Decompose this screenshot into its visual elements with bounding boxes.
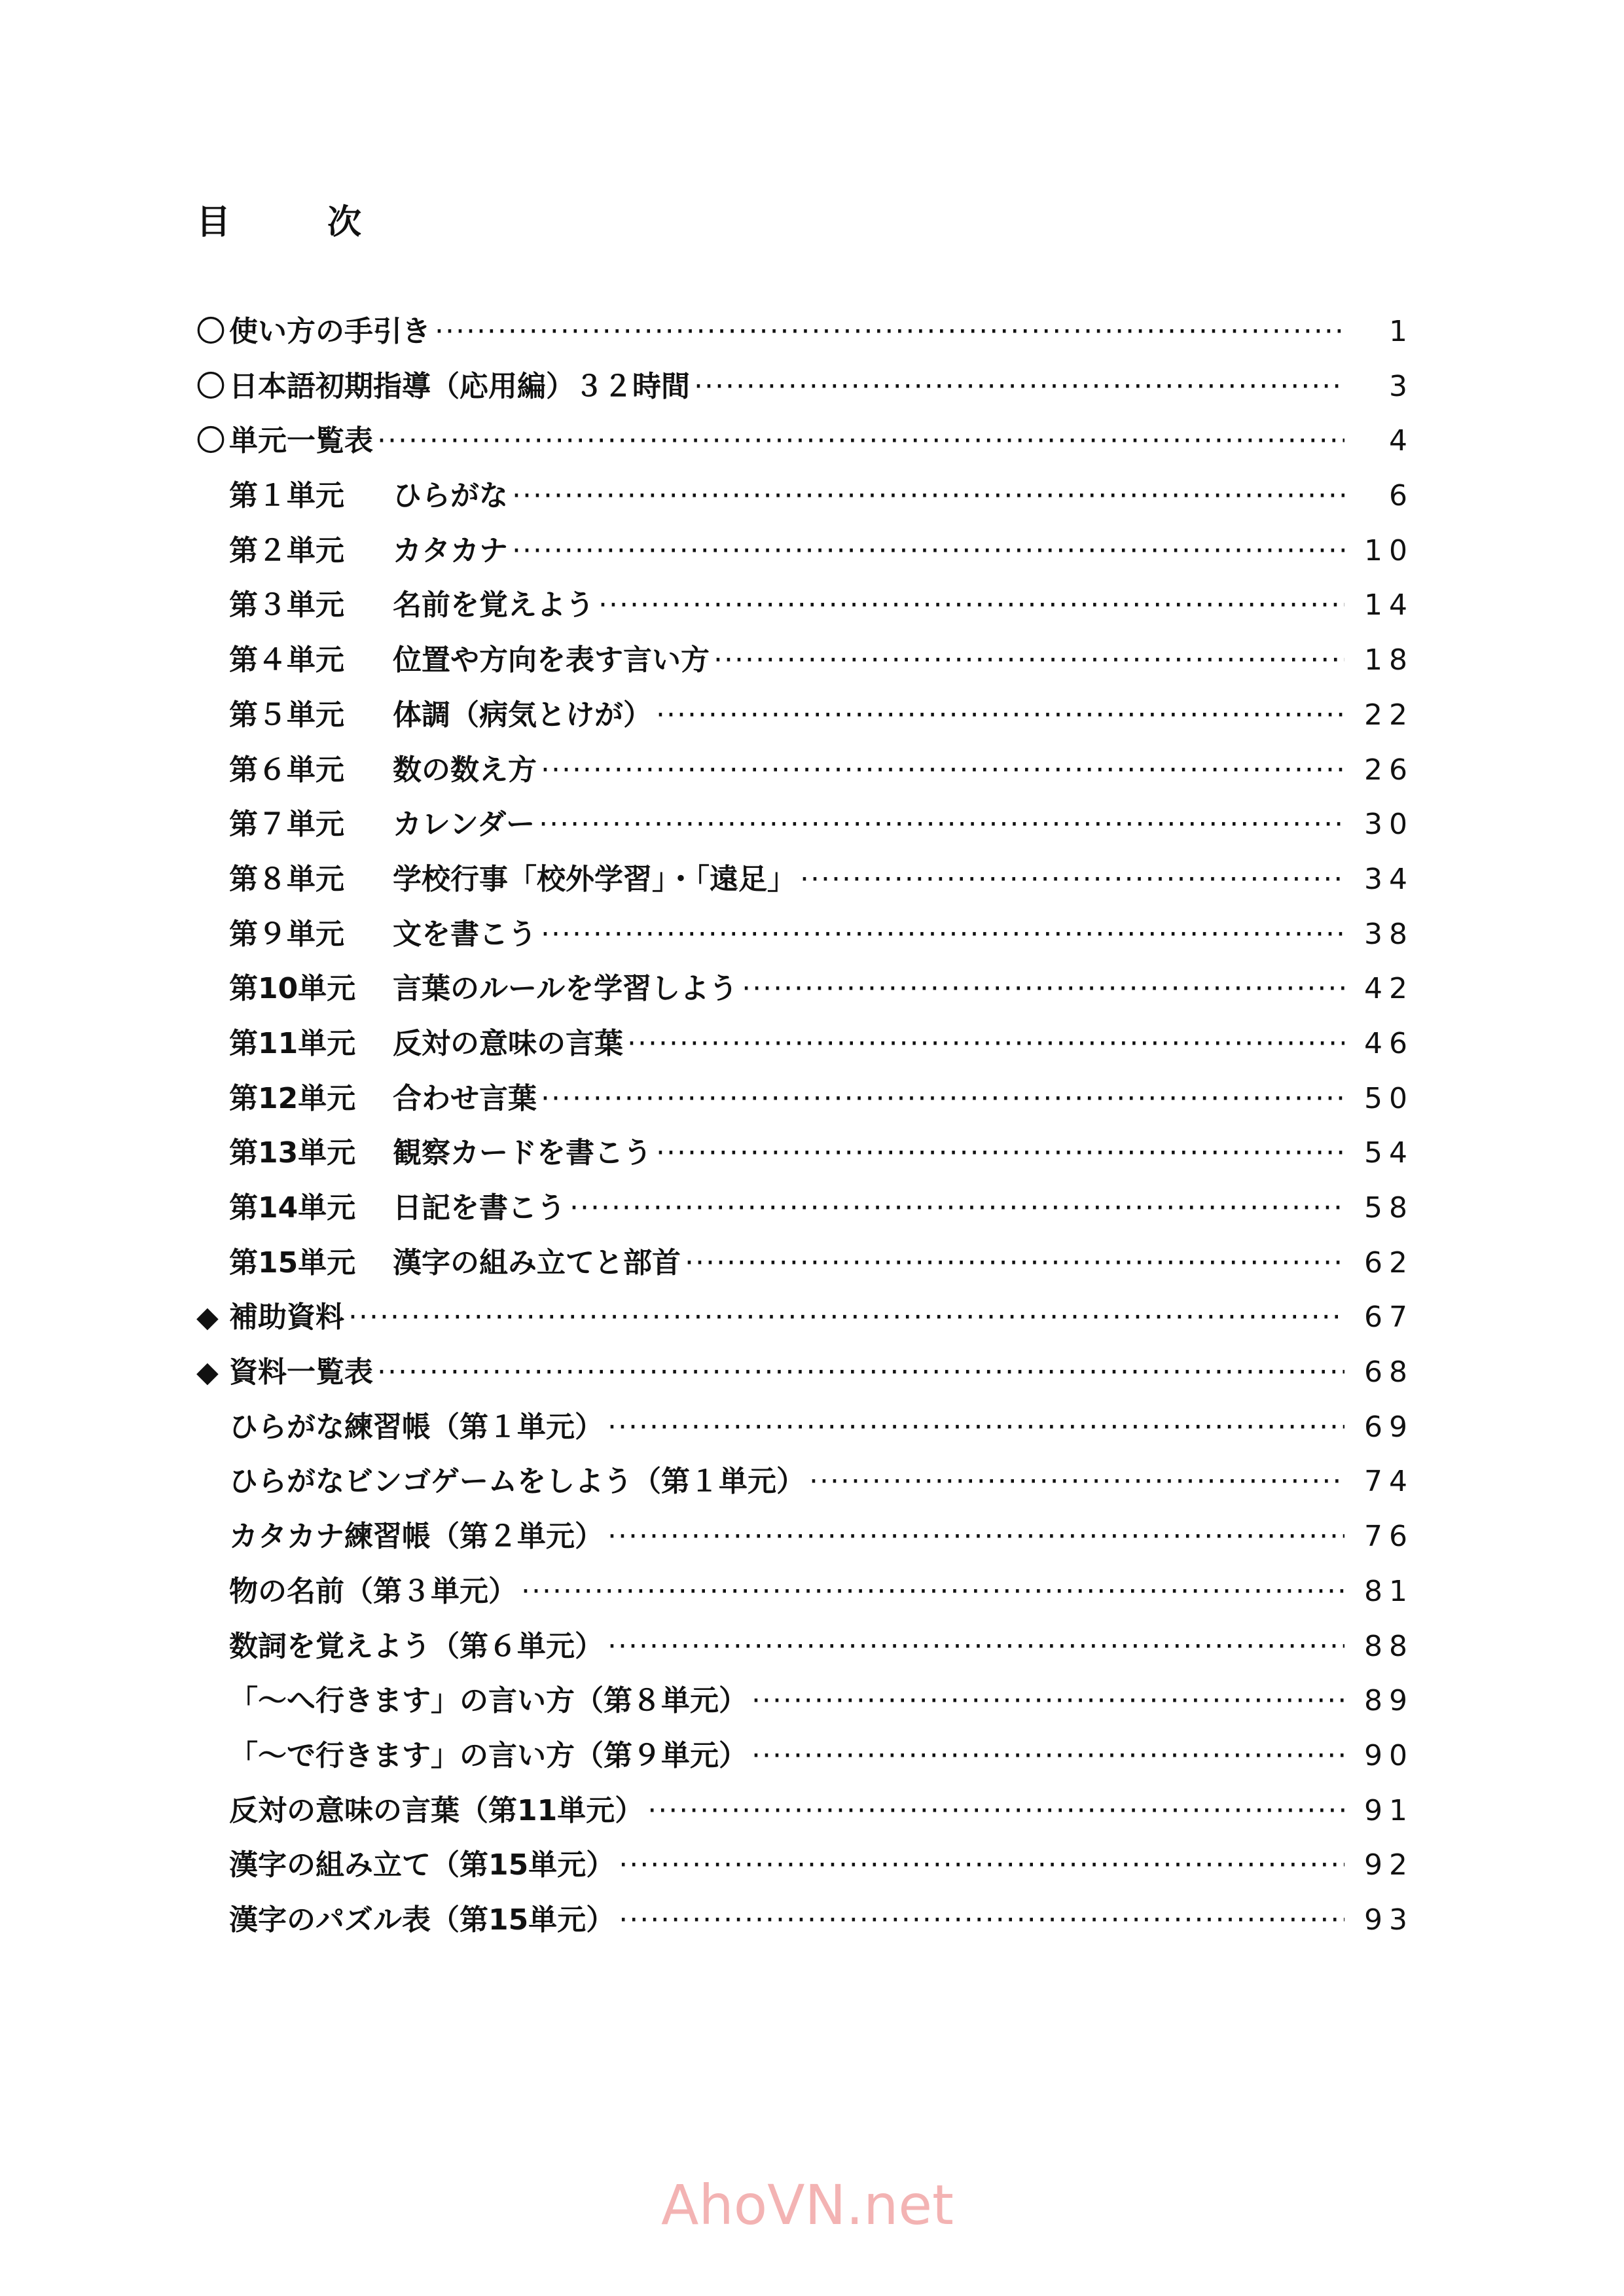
- toc-dot-leader: [694, 359, 1344, 414]
- toc-dot-leader: [521, 1564, 1344, 1619]
- toc-dot-leader: [742, 961, 1344, 1016]
- toc-entry-label: 日本語初期指導（応用編）３２時間: [229, 369, 690, 403]
- toc-unit-number: 第15単元: [229, 1246, 356, 1280]
- toc-page-number: 3: [1389, 369, 1414, 403]
- toc-page-number: 14: [1364, 588, 1414, 622]
- toc-page-number: 18: [1364, 643, 1414, 677]
- toc-unit-number: 第11単元: [229, 1026, 356, 1060]
- toc-entry-label: 反対の意味の言葉（第11単元）: [229, 1793, 644, 1827]
- toc-entry: [196, 852, 1414, 907]
- toc-entry-label: 「～へ行きます」の言い方（第８単元）: [229, 1684, 748, 1718]
- toc-page-number: 26: [1364, 753, 1414, 787]
- toc-page-number: 34: [1364, 862, 1414, 896]
- toc-page-number: 62: [1364, 1246, 1414, 1280]
- toc-dot-leader: [656, 688, 1344, 743]
- toc-entry: [196, 1509, 1414, 1564]
- toc-page-number: 10: [1364, 533, 1414, 567]
- toc-page-number: 38: [1364, 917, 1414, 951]
- toc-entry-label: 物の名前（第３単元）: [229, 1574, 517, 1608]
- toc-marker: 〇: [196, 369, 225, 403]
- toc-entry-label: 使い方の手引き: [229, 315, 431, 348]
- toc-page-number: 30: [1364, 808, 1414, 842]
- toc-dot-leader: [751, 1674, 1344, 1729]
- toc-entry-label: 位置や方向を表す言い方: [393, 643, 710, 677]
- toc-marker: ◆: [196, 1300, 219, 1335]
- toc-entry-label: 合わせ言葉: [393, 1081, 537, 1115]
- toc-entry-label: 漢字の組み立てと部首: [393, 1246, 681, 1280]
- toc-entry: [196, 1454, 1414, 1509]
- toc-entry: [196, 1181, 1414, 1236]
- toc-page-number: 89: [1364, 1684, 1414, 1718]
- toc-entry-label: 体調（病気とけが）: [393, 698, 652, 732]
- toc-page-number: 50: [1364, 1081, 1414, 1115]
- toc-entry: [196, 304, 1414, 359]
- toc-entry: [196, 578, 1414, 633]
- toc-entry-label: カレンダー: [393, 808, 535, 842]
- toc-dot-leader: [512, 469, 1344, 524]
- toc-unit-number: 第９単元: [229, 917, 344, 951]
- toc-page-number: 76: [1364, 1520, 1414, 1554]
- toc-page-number: 69: [1364, 1410, 1414, 1444]
- toc-entry-label: 数詞を覚えよう（第６単元）: [229, 1629, 604, 1663]
- toc-page-number: 4: [1389, 424, 1414, 458]
- toc-page-number: 46: [1364, 1026, 1414, 1060]
- toc-entry: [196, 688, 1414, 743]
- toc-page-number: 68: [1364, 1355, 1414, 1390]
- toc-entry-label: 漢字の組み立て（第15単元）: [229, 1848, 615, 1882]
- toc-entry-label: ひらがな練習帳（第１単元）: [229, 1410, 604, 1444]
- toc-entry-label: 資料一覧表: [229, 1355, 373, 1390]
- toc-dot-leader: [627, 1016, 1344, 1071]
- toc-entry-label: 日記を書こう: [393, 1191, 566, 1225]
- toc-entry: [196, 743, 1414, 798]
- toc-entry: [196, 633, 1414, 688]
- toc-entry-label: ひらがなビンゴゲームをしよう（第１単元）: [229, 1465, 805, 1499]
- toc-unit-number: 第１単元: [229, 479, 344, 513]
- toc-marker: ◆: [196, 1355, 219, 1390]
- toc-unit-number: 第５単元: [229, 698, 344, 732]
- toc-entry: [196, 1016, 1414, 1071]
- toc-dot-leader: [377, 1345, 1344, 1400]
- table-of-contents: [196, 304, 1414, 1948]
- toc-page-number: 74: [1364, 1465, 1414, 1499]
- toc-entry: [196, 414, 1414, 469]
- toc-entry: [196, 1126, 1414, 1181]
- toc-unit-number: 第７単元: [229, 808, 344, 842]
- toc-entry-label: 補助資料: [229, 1300, 344, 1335]
- toc-entry: [196, 1071, 1414, 1126]
- toc-marker: 〇: [196, 315, 225, 348]
- toc-entry-label: カタカナ練習帳（第２単元）: [229, 1520, 604, 1554]
- toc-unit-number: 第13単元: [229, 1136, 356, 1170]
- toc-entry-label: カタカナ: [393, 533, 508, 567]
- toc-entry-label: 観察カードを書こう: [393, 1136, 652, 1170]
- toc-dot-leader: [539, 797, 1344, 852]
- toc-entry-label: 言葉のルールを学習しよう: [393, 972, 738, 1006]
- toc-unit-number: 第14単元: [229, 1191, 356, 1225]
- toc-page-number: 1: [1389, 315, 1414, 348]
- toc-dot-leader: [569, 1181, 1344, 1236]
- toc-marker: 〇: [196, 424, 225, 458]
- toc-entry-label: 単元一覧表: [229, 424, 373, 458]
- toc-dot-leader: [619, 1838, 1344, 1893]
- toc-dot-leader: [607, 1509, 1344, 1564]
- toc-entry-label: 学校行事「校外学習」・「遠足」: [393, 862, 796, 896]
- toc-dot-leader: [598, 578, 1344, 633]
- toc-dot-leader: [656, 1126, 1344, 1181]
- toc-dot-leader: [800, 852, 1344, 907]
- toc-entry-label: 名前を覚えよう: [393, 588, 594, 622]
- toc-dot-leader: [512, 524, 1344, 579]
- toc-entry: [196, 1838, 1414, 1893]
- toc-unit-number: 第10単元: [229, 972, 356, 1006]
- toc-dot-leader: [607, 1619, 1344, 1674]
- toc-unit-number: 第３単元: [229, 588, 344, 622]
- toc-entry: [196, 1345, 1414, 1400]
- toc-entry-label: 反対の意味の言葉: [393, 1026, 623, 1060]
- toc-entry: [196, 524, 1414, 579]
- toc-entry: [196, 1564, 1414, 1619]
- toc-dot-leader: [607, 1400, 1344, 1455]
- toc-dot-leader: [713, 633, 1344, 688]
- toc-page-number: 92: [1364, 1848, 1414, 1882]
- toc-entry-label: 文を書こう: [393, 917, 537, 951]
- toc-entry-label: 数の数え方: [393, 753, 537, 787]
- toc-page-number: 22: [1364, 698, 1414, 732]
- toc-entry-label: 「～で行きます」の言い方（第９単元）: [229, 1738, 748, 1772]
- page-title: 目 次: [196, 203, 393, 242]
- toc-unit-number: 第６単元: [229, 753, 344, 787]
- toc-entry: [196, 1784, 1414, 1839]
- toc-entry: [196, 1290, 1414, 1345]
- toc-entry: [196, 1619, 1414, 1674]
- toc-unit-number: 第４単元: [229, 643, 344, 677]
- toc-page-number: 88: [1364, 1629, 1414, 1663]
- toc-dot-leader: [348, 1290, 1344, 1345]
- toc-dot-leader: [809, 1454, 1344, 1509]
- toc-entry: [196, 1400, 1414, 1455]
- toc-dot-leader: [685, 1236, 1344, 1291]
- toc-entry-label: 漢字のパズル表（第15単元）: [229, 1903, 615, 1937]
- toc-dot-leader: [619, 1893, 1344, 1948]
- toc-unit-number: 第８単元: [229, 862, 344, 896]
- toc-dot-leader: [541, 907, 1344, 962]
- toc-dot-leader: [751, 1729, 1344, 1784]
- toc-page-number: 90: [1364, 1738, 1414, 1772]
- toc-page-number: 58: [1364, 1191, 1414, 1225]
- toc-page-number: 81: [1364, 1574, 1414, 1608]
- toc-entry: [196, 797, 1414, 852]
- toc-page-number: 93: [1364, 1903, 1414, 1937]
- toc-unit-number: 第12単元: [229, 1081, 356, 1115]
- toc-entry: [196, 1236, 1414, 1291]
- toc-unit-number: 第２単元: [229, 533, 344, 567]
- toc-dot-leader: [647, 1784, 1344, 1839]
- watermark: AhoVN.net: [661, 2173, 954, 2237]
- toc-page-number: 67: [1364, 1300, 1414, 1335]
- toc-entry: [196, 469, 1414, 524]
- toc-dot-leader: [435, 304, 1344, 359]
- toc-entry: [196, 907, 1414, 962]
- toc-entry: [196, 961, 1414, 1016]
- toc-page-number: 91: [1364, 1793, 1414, 1827]
- toc-entry-label: ひらがな: [393, 479, 508, 513]
- toc-dot-leader: [541, 1071, 1344, 1126]
- toc-entry: [196, 1729, 1414, 1784]
- toc-entry: [196, 1893, 1414, 1948]
- toc-entry: [196, 1674, 1414, 1729]
- toc-page-number: 42: [1364, 972, 1414, 1006]
- toc-page-number: 54: [1364, 1136, 1414, 1170]
- toc-entry: [196, 359, 1414, 414]
- toc-page-number: 6: [1389, 479, 1414, 513]
- toc-dot-leader: [541, 743, 1344, 798]
- toc-dot-leader: [377, 414, 1344, 469]
